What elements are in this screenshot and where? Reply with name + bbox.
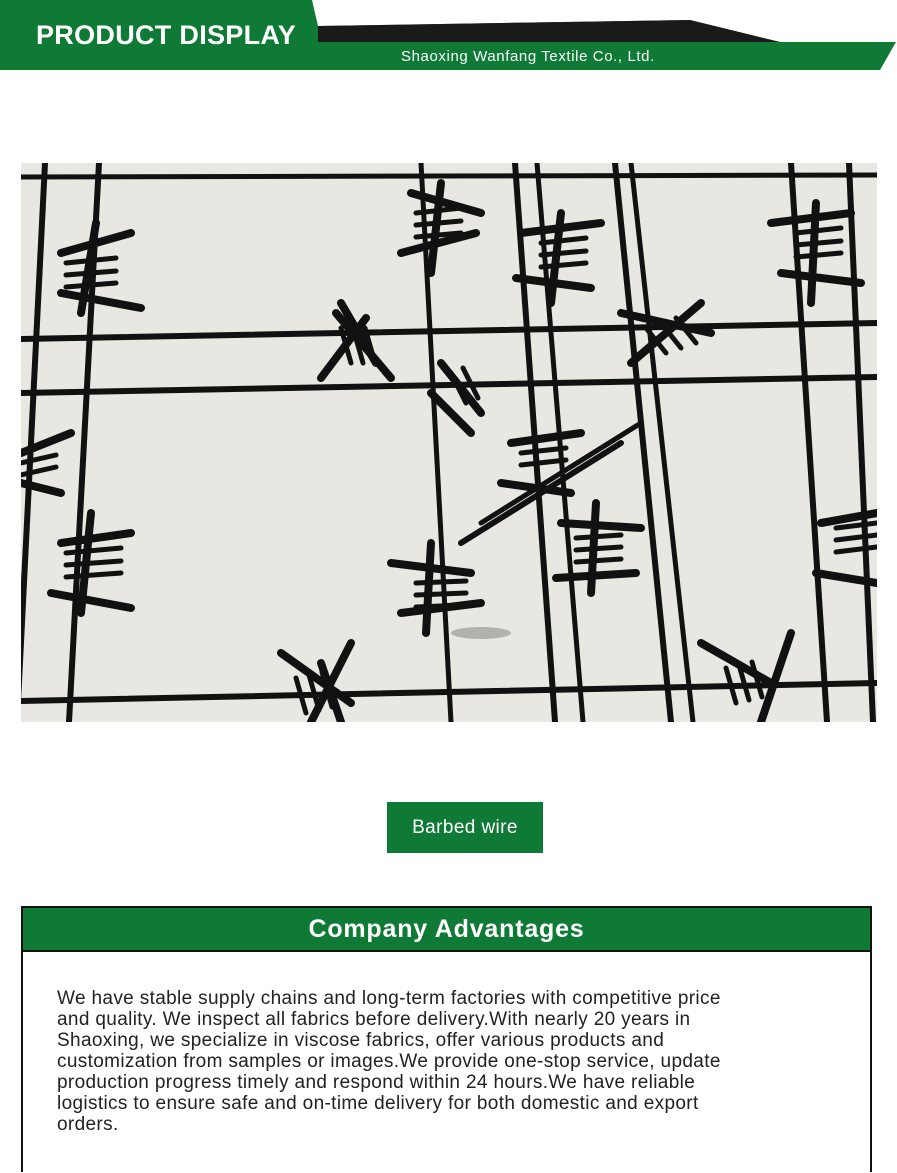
advantages-line: logistics to ensure safe and on-time delivery for both domestic and export (57, 1093, 699, 1114)
advantages-text (57, 988, 850, 1135)
advantages-line: orders. (57, 1114, 119, 1135)
product-caption-badge: Barbed wire (387, 802, 543, 853)
advantages-line: Shaoxing, we specialize in viscose fabrics, offer various products and (57, 1030, 665, 1051)
header-banner (0, 0, 897, 72)
page-title: PRODUCT DISPLAY (36, 20, 297, 50)
company-name: Shaoxing Wanfang Textile Co., Ltd. (401, 48, 655, 65)
product-image (21, 163, 877, 722)
advantages-line: customization from samples or images.We provide one-stop service, update (57, 1051, 721, 1072)
advantages-line: We have stable supply chains and long-term factories with competitive price (57, 988, 721, 1009)
advantages-title: Company Advantages (23, 908, 870, 952)
advantages-line: and quality. We inspect all fabrics before delivery.With nearly 20 years in (57, 1009, 691, 1030)
advantages-line: production progress timely and respond within 24 hours.We have reliable (57, 1072, 696, 1093)
company-advantages-panel (21, 906, 872, 1172)
barbed-wire-fabric-photo (21, 163, 877, 722)
